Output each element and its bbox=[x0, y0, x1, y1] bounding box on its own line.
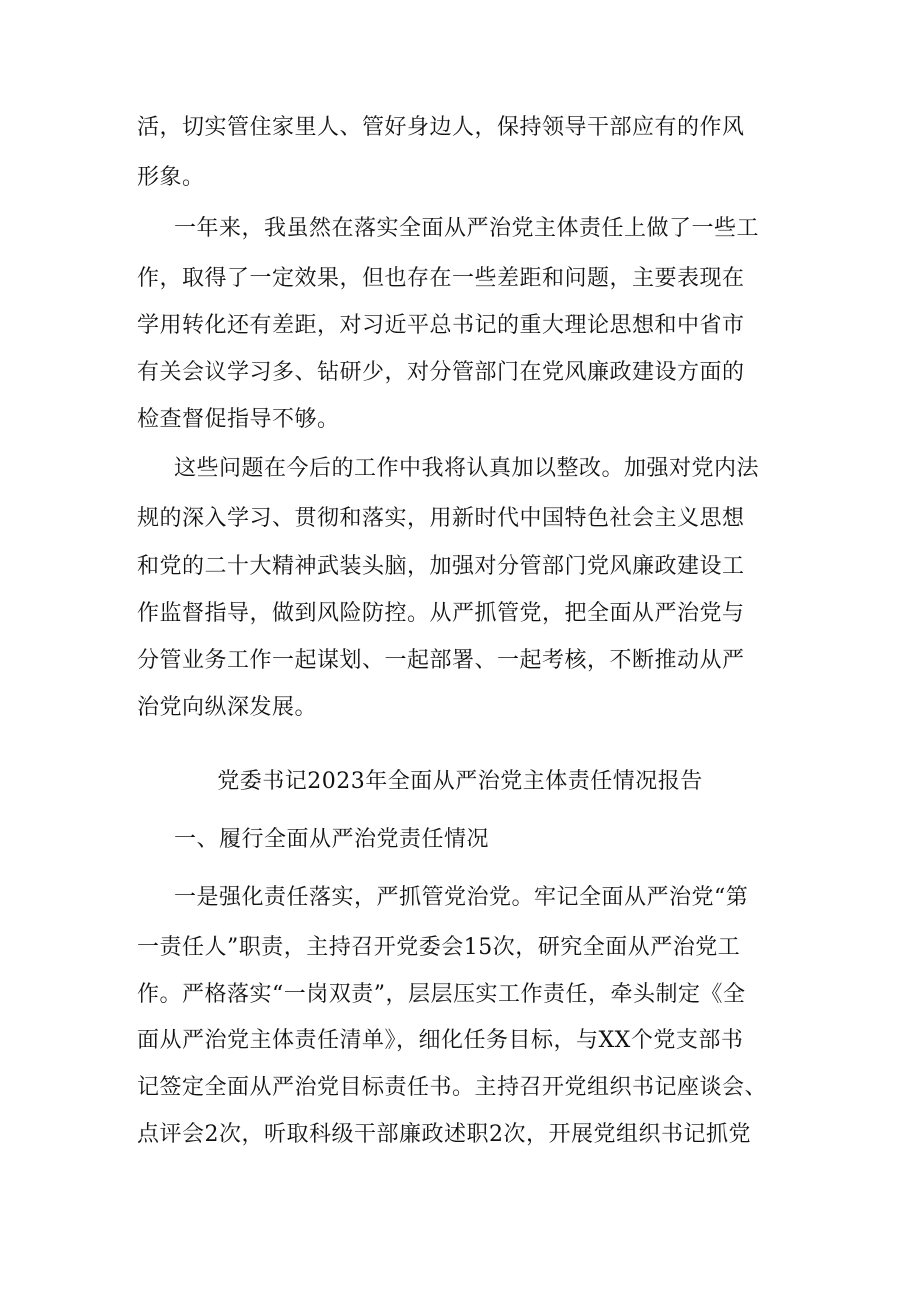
paragraph-3-line-6: 治党向纵深发展。 bbox=[137, 695, 318, 720]
paragraph-2-line-2: 作，取得了一定效果，但也存在一些差距和问题，主要表现在 bbox=[137, 266, 745, 291]
paragraph-2-line-5: 检查督促指导不够。 bbox=[137, 407, 340, 432]
report-body-line-4: 面从严治党主体责任清单》，细化任务目标，与XX个党支部书 bbox=[137, 1028, 744, 1053]
report-body-line-2: 一责任人”职责，主持召开党委会15次，研究全面从严治党工 bbox=[137, 935, 741, 960]
section-heading: 一、履行全面从严治党责任情况 bbox=[174, 827, 490, 852]
report-body-line-1: 一是强化责任落实，严抓管党治党。牢记全面从严治党“第 bbox=[174, 885, 749, 910]
paragraph-2-line-1: 一年来，我虽然在落实全面从严治党主体责任上做了一些工 bbox=[174, 216, 760, 241]
report-body-line-6: 点评会2次，听取科级干部廉政述职2次，开展党组织书记抓党 bbox=[137, 1122, 751, 1147]
paragraph-3-line-4: 作监督指导，做到风险防控。从严抓管党，把全面从严治党与 bbox=[137, 601, 745, 626]
paragraph-3-line-1: 这些问题在今后的工作中我将认真加以整改。加强对党内法 bbox=[174, 456, 760, 481]
paragraph-1-line-2: 形象。 bbox=[137, 165, 205, 190]
report-title: 党委书记2023年全面从严治党主体责任情况报告 bbox=[217, 769, 703, 794]
paragraph-3-line-2: 规的深入学习、贯彻和落实，用新时代中国特色社会主义思想 bbox=[137, 506, 745, 531]
report-body-line-5: 记签定全面从严治党目标责任书。主持召开党组织书记座谈会、 bbox=[137, 1075, 768, 1100]
paragraph-2-line-4: 有关会议学习多、钻研少，对分管部门在党风廉政建设方面的 bbox=[137, 360, 745, 385]
paragraph-3-line-3: 和党的二十大精神武装头脑，加强对分管部门党风廉政建设工 bbox=[137, 554, 745, 579]
report-body-line-3: 作。严格落实“一岗双责”，层层压实工作责任，牵头制定《全 bbox=[137, 982, 746, 1007]
paragraph-2-line-3: 学用转化还有差距，对习近平总书记的重大理论思想和中省市 bbox=[137, 313, 745, 338]
paragraph-1-line-1: 活，切实管住家里人、管好身边人，保持领导干部应有的作风 bbox=[137, 115, 745, 140]
paragraph-3-line-5: 分管业务工作一起谋划、一起部署、一起考核，不断推动从严 bbox=[137, 648, 745, 673]
